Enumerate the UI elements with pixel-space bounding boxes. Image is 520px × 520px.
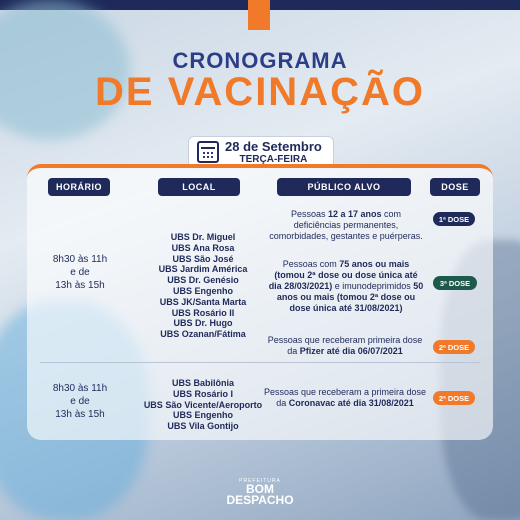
publico-text: Pessoas que receberam a primeira dose da	[263, 387, 427, 408]
date-weekday: TERÇA-FEIRA	[239, 153, 308, 165]
horario-block1	[40, 253, 120, 292]
local-item: UBS Jardim América	[158, 264, 248, 275]
local-item: UBS Dr. Miguel	[170, 232, 236, 242]
local-item: UBS São Vicente/Aeroporto	[143, 399, 263, 410]
local-item: UBS Engenho	[173, 410, 233, 421]
local-item: UBS Rosário I	[172, 388, 233, 399]
publico-highlight: 75 anos ou mais (tomou 2ª dose ou dose única até dia 28/03/2021)	[268, 259, 418, 291]
local-item: UBS JK/Santa Marta	[159, 296, 247, 307]
local-item: UBS Dr. Hugo	[173, 318, 233, 329]
publico-row2	[268, 259, 424, 314]
column-header-publico: PÚBLICO ALVO	[277, 178, 411, 196]
dose-badge-row3: 2ª DOSE	[433, 340, 475, 354]
dose-badge-row4: 2ª DOSE	[433, 391, 475, 405]
publico-text: Pessoas que receberam primeira dose da	[267, 335, 423, 356]
dose-badge-row2: 3ª DOSE	[433, 276, 477, 290]
horario-line: 13h às 15h	[55, 409, 105, 420]
locais-block2	[140, 378, 266, 432]
horario-line: 13h às 15h	[55, 280, 105, 291]
logo-small-text: PREFEITURA	[239, 478, 281, 484]
horario-line: e de	[70, 396, 90, 407]
publico-highlight: 12 a 17 anos	[327, 209, 382, 219]
local-item: UBS Ana Rosa	[171, 242, 235, 253]
column-header-dose: DOSE	[430, 178, 480, 196]
publico-highlight: 50 anos ou mais (tomou 2ª dose ou dose única até 31/08/2021)	[276, 280, 424, 313]
publico-row4	[262, 387, 428, 409]
horario-line: 8h30 às 11h	[52, 254, 108, 265]
horario-line: 8h30 às 11h	[52, 383, 108, 394]
horario-line: e de	[70, 267, 90, 278]
date-main: 28 de Setembro	[225, 138, 322, 154]
date-text	[225, 140, 322, 165]
local-item: UBS Vila Gontijo	[167, 421, 239, 432]
dose-badge-row1: 1ª DOSE	[433, 212, 475, 226]
publico-text: com deficiências permanentes, comorbidades, gestantes e puérperas.	[269, 209, 423, 241]
publico-row1	[268, 209, 424, 242]
publico-highlight: Pfizer até dia 06/07/2021	[299, 345, 403, 356]
publico-highlight: Coronavac até dia 31/08/2021	[288, 397, 414, 408]
logo-line2: DESPACHO	[226, 493, 294, 508]
publico-text: e imunodeprimidos	[332, 280, 414, 291]
calendar-icon	[197, 141, 219, 163]
local-item: UBS Babilônia	[171, 378, 234, 388]
column-header-local: LOCAL	[158, 178, 240, 196]
section-divider	[40, 362, 480, 363]
publico-row3	[262, 335, 428, 357]
logo-line1: BOM	[246, 482, 274, 496]
local-item: UBS Ozanan/Fátima	[160, 329, 246, 340]
prefeitura-logo	[222, 478, 298, 507]
local-item: UBS Rosário II	[171, 307, 235, 318]
publico-text: Pessoas com	[282, 259, 340, 269]
column-header-horario: HORÁRIO	[48, 178, 110, 196]
title-cronograma: CRONOGRAMA	[172, 48, 348, 73]
locais-block1	[148, 232, 258, 340]
local-item: UBS São José	[172, 253, 234, 264]
local-item: UBS Dr. Genésio	[167, 275, 239, 286]
local-item: UBS Engenho	[173, 285, 233, 296]
horario-block2	[40, 382, 120, 421]
title-vacinacao: DE VACINAÇÃO	[95, 70, 425, 114]
publico-text: Pessoas	[290, 209, 328, 219]
top-accent-tab	[248, 0, 270, 30]
